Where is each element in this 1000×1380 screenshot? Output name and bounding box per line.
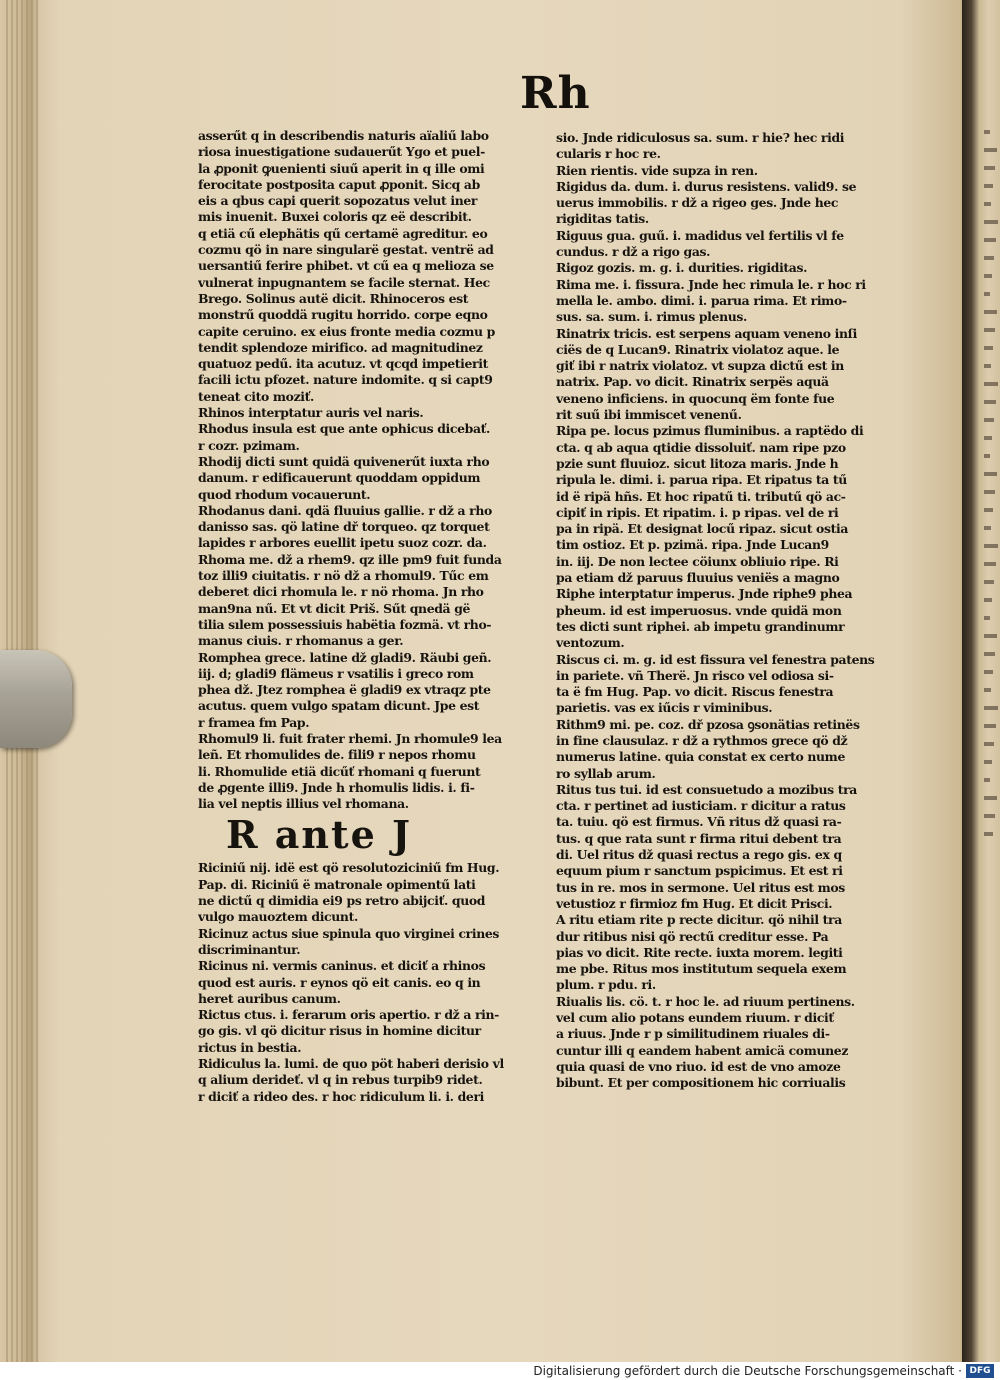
text-line: pa in ripä. Et designat locű ripaz. sicut ostia <box>556 521 848 537</box>
text-line: phea dž. Jtez romphea ë gladi9 ex vtraqz pte <box>198 682 491 698</box>
text-line: discriminantur. <box>198 941 301 957</box>
text-line: Rima me. i. fissura. Jnde hec rimula le. r hoc ri <box>556 276 866 292</box>
text-line: riosa inuestigatione sudauerűt Ygo et puel- <box>198 144 485 160</box>
left-column-entries <box>198 128 550 812</box>
text-line: pa etiam dž paruus fluuius veniës a magno <box>556 570 840 586</box>
text-line: sio. Jnde ridiculosus sa. sum. r hie? hec ridi <box>556 130 845 145</box>
text-line: deberet dici rhomula le. r nö rhoma. Jn rho <box>198 584 484 600</box>
text-line: ta ë fm Hug. Pap. vo dicit. Riscus fenestra <box>556 684 834 700</box>
text-line: Rigidus da. dum. i. durus resistens. valid9. se <box>556 178 857 194</box>
text-line: leñ. Et rhomulides de. fili9 r nepos rhomu <box>198 747 476 763</box>
text-line: Riguus gua. guű. i. madidus vel fertilis vl fe <box>556 227 844 243</box>
text-line: vulnerat inpugnantem se facile sternat. Hec <box>198 274 490 290</box>
text-line: go gis. vl qö dicitur risus in homine dicitur <box>198 1023 481 1039</box>
text-line: Riphe interptatur imperus. Jnde riphe9 phea <box>556 586 853 602</box>
text-line: Rithm9 mi. pe. coz. dř pzosa ꝯsonätias retinës <box>556 716 860 732</box>
text-line: Ritus tus tui. id est consuetudo a mozibus tra <box>556 781 857 797</box>
text-line: man9na nű. Et vt dicit Priš. Sűt qnedä gë <box>198 600 471 616</box>
text-line: toz illi9 ciuitatis. r nö dž a rhomul9. Tűc em <box>198 568 489 584</box>
text-line: Riciniű nij. idë est qö resolutoziciniű fm Hug. <box>198 860 500 876</box>
text-line: in. iij. De non lectee cöiunx obliuio ripe. Ri <box>556 553 839 569</box>
section-heading: R ante J <box>226 812 412 858</box>
text-line: ripula le. dimi. i. parua ripa. Et ripatus ta tű <box>556 472 847 488</box>
text-line: quod est auris. r eynos qö eit canis. eo q in <box>198 974 481 990</box>
text-line: lia vel neptis illius vel rhomana. <box>198 796 409 812</box>
text-line: tus. q que rata sunt r firma ritui debent tra <box>556 830 842 846</box>
text-line: eis a qbus capi querit sopozatus velut iner <box>198 193 478 209</box>
digitization-footer <box>0 1362 1000 1380</box>
text-line: vetustioz r firmioz fm Hug. Et dicit Prisci. <box>556 895 833 911</box>
text-line: Riualis lis. cö. t. r hoc le. ad riuum pertinens. <box>556 993 855 1009</box>
text-line: id ë ripä hñs. Et hoc ripatű ti. tributű qö ac- <box>556 488 846 504</box>
text-line: tilia sılem possessiuis habëtia fozmä. vt rho- <box>198 616 492 632</box>
text-line: li. Rhomulide etiä dicűť rhomani q fuerunt <box>198 763 481 779</box>
text-line: danisso sas. qö latine dř torqueo. qz torquet <box>198 519 490 535</box>
text-line: vel cum alio potans eundem riuum. r diciť <box>556 1010 834 1026</box>
text-line: bibunt. Et per compositionem hic corriualis <box>556 1075 846 1091</box>
text-line: pias vo dicit. Rite recte. iuxta morem. legiti <box>556 944 843 960</box>
text-line: mis inuenit. Buxei coloris qz eë describit. <box>198 209 472 225</box>
text-line: cta. r pertinet ad iusticiam. r dicitur a ratus <box>556 798 846 814</box>
text-line: Rigoz gozis. m. g. i. durities. rigiditas. <box>556 260 808 276</box>
text-line: cundus. r dž a rigo gas. <box>556 244 711 260</box>
text-line: r diciť a rideo des. r hoc ridiculum li. i. deri <box>198 1088 484 1104</box>
text-line: rictus in bestia. <box>198 1039 302 1055</box>
text-line: ferocitate postposita caput ꝓponit. Sicq ab <box>198 176 480 192</box>
text-line: Rictus ctus. i. ferarum oris apertio. r dž a rin- <box>198 1007 499 1023</box>
text-line: Ricinus ni. vermis caninus. et diciť a rhinos <box>198 958 486 974</box>
text-line: facili ictu pfozet. nature indomite. q si capt9 <box>198 372 493 388</box>
text-line: Riscus ci. m. g. id est fissura vel fenestra patens <box>556 651 875 667</box>
text-line: Ripa pe. locus pzimus fluminibus. a raptëdo di <box>556 423 864 439</box>
text-line: di. Uel ritus dž quasi rectus a rego gis. ex q <box>556 847 842 863</box>
text-line: quia quasi de vno riuo. id est de vno amoze <box>556 1058 841 1074</box>
text-line: tes dicti sunt riphei. ab impetu grandinumr <box>556 618 845 634</box>
footer-credit: Digitalisierung gefördert durch die Deutsche Forschungsgemeinschaft · <box>533 1364 962 1378</box>
text-line: Ricinuz actus siue spinula quo virginei crines <box>198 925 500 941</box>
running-head: Rh <box>520 68 591 119</box>
text-line: ta. tuiu. qö est firmus. Vñ ritus dž quasi ra- <box>556 814 842 830</box>
text-line: in fine clausulaz. r dž a rythmos grece qö dž <box>556 732 848 748</box>
text-line: heret auribus canum. <box>198 990 341 1006</box>
text-line: capite ceruino. ex eius fronte media cozmu p <box>198 323 495 339</box>
text-line: pzie sunt fluuioz. sicut litoza maris. Jnde h <box>556 455 839 471</box>
text-line: r cozr. pzimam. <box>198 437 300 453</box>
text-line: q etiä cű elephätis qű certamë agreditur. eo <box>198 225 488 241</box>
text-line: Rhomul9 li. fuit frater rhemi. Jn rhomule9 lea <box>198 730 502 746</box>
text-line: acutus. quem vulgo spatam dicunt. Jpe est <box>198 698 480 714</box>
text-line: Rinatrix tricis. est serpens aquam veneno inſi <box>556 325 858 341</box>
text-line: tim ostioz. Et p. pzimä. ripa. Jnde Lucan9 <box>556 537 829 553</box>
text-line: de ꝓgente illi9. Jnde h rhomulis lidis. i. fi- <box>198 779 475 795</box>
text-line: cularis r hoc re. <box>556 146 661 162</box>
text-line: veneno inficiens. in quocunq ëm fonte fue <box>556 390 835 406</box>
text-line: pheum. id est imperuosus. vnde quidä mon <box>556 602 842 618</box>
text-line: cipiť in ripis. Et ripatim. i. p ripas. vel de ri <box>556 504 839 520</box>
text-line: me pbe. Ritus mos institutum sequela exem <box>556 961 847 977</box>
text-line: quod rhodum vocauerunt. <box>198 486 371 502</box>
text-line: quatuoz pedű. ita acutuz. vt qcqd impetierit <box>198 356 488 372</box>
text-line: Rhodanus dani. qdä fluuius gallie. r dž a rho <box>198 502 492 518</box>
text-line: ventozum. <box>556 635 625 651</box>
text-line: sus. sa. sum. i. rimus plenus. <box>556 309 747 325</box>
text-line: cozmu qö in nare singularë gestat. ventrë ad <box>198 242 494 258</box>
text-line: vulgo mauoztem dicunt. <box>198 909 358 925</box>
text-line: cta. q ab aqua qtidie dissoluiť. nam ripe pzo <box>556 439 846 455</box>
text-line: plum. r pdu. ri. <box>556 977 656 993</box>
text-line: numerus latine. quia constat ex certo nume <box>556 749 845 765</box>
text-line: Rien rientis. vide supza in ren. <box>556 162 758 178</box>
text-line: natrix. Pap. vo dicit. Rinatrix serpës aquä <box>556 374 829 390</box>
text-line: uersantiű ferire phibet. vt cű ea q melioza se <box>198 258 494 274</box>
text-line: Romphea grece. latine dž gladi9. Räubi geñ. <box>198 649 492 665</box>
text-line: Rhodus insula est que ante ophicus dicebať. <box>198 421 490 437</box>
text-line: r framea fm Pap. <box>198 714 310 730</box>
text-line: rigiditas tatis. <box>556 211 649 227</box>
right-column-entries <box>556 130 904 1092</box>
dfg-logo: DFG <box>966 1364 994 1378</box>
text-line: la ꝓponit ꝙuenienti siuű aperit in q ille omi <box>198 160 485 176</box>
text-line: parietis. vas ex iűcis r viminibus. <box>556 700 773 716</box>
text-line: ro syllab arum. <box>556 765 656 781</box>
text-line: A ritu etiam rite p recte dicitur. qö nihil tra <box>556 912 842 928</box>
text-line: tus in re. mos in sermone. Uel ritus est mos <box>556 879 845 895</box>
text-line: q alium derideť. vl q in rebus turpib9 ridet. <box>198 1072 483 1088</box>
text-line: ne dictű q dimidia ei9 ps retro abijciť. quod <box>198 893 486 909</box>
text-line: equum pium r sanctum pspicimus. Et est ri <box>556 863 843 879</box>
text-line: uerus immobilis. r dž a rigeo ges. Jnde hec <box>556 195 839 211</box>
text-line: Ridiculus la. lumi. de quo pöt haberi derisio vl <box>198 1056 504 1072</box>
left-column-entries-after-heading <box>198 860 550 1104</box>
right-text-column <box>556 130 904 1092</box>
text-line: manus ciuis. r rhomanus a ger. <box>198 633 404 649</box>
text-line: lapides r arbores euellit ipetu suoz cozr. da. <box>198 535 487 551</box>
text-line: ciës de q Lucan9. Rinatrix violatoz aque. le <box>556 341 840 357</box>
text-line: in pariete. vñ Therë. Jn risco vel odiosa si- <box>556 667 834 683</box>
text-line: iij. d; gladi9 flämeus r vsatilis i greco rom <box>198 665 474 681</box>
text-line: teneat cito moziť. <box>198 388 314 404</box>
text-line: Rhinos interptatur auris vel naris. <box>198 405 424 421</box>
text-line: cuntur illi q eandem habent amicä comunez <box>556 1042 849 1058</box>
text-line: dur ritibus nisi qö rectű creditur esse. Pa <box>556 928 829 944</box>
text-line: monstrű quoddä rugitu horrido. corpe eqno <box>198 307 488 323</box>
text-line: Brego. Solinus autë dicit. Rhinoceros est <box>198 290 469 306</box>
text-line: tendit splendoze mirifico. ad magnitudinez <box>198 339 483 355</box>
text-line: a riuus. Jnde r p similitudinem riuales di- <box>556 1026 830 1042</box>
text-line: rit suű ibi immiscet venenű. <box>556 407 742 423</box>
text-line: mella le. ambo. dimi. i. parua rima. Et rimo- <box>556 292 847 308</box>
text-line: Rhoma me. dž a rhem9. qz ille pm9 fuit funda <box>198 551 502 567</box>
text-line: giť ibi r natrix violatoz. vt supza dictű est in <box>556 358 844 374</box>
text-line: Rhodij dicti sunt quidä quivenerűt iuxta rho <box>198 453 490 469</box>
text-line: danum. r edificauerunt quoddam oppidum <box>198 470 481 486</box>
text-line: Pap. di. Riciniű ë matronale opimentű lati <box>198 876 476 892</box>
text-line: asserűt q in describendis naturis aïaliű labo <box>198 128 489 143</box>
left-text-column <box>198 128 550 1105</box>
